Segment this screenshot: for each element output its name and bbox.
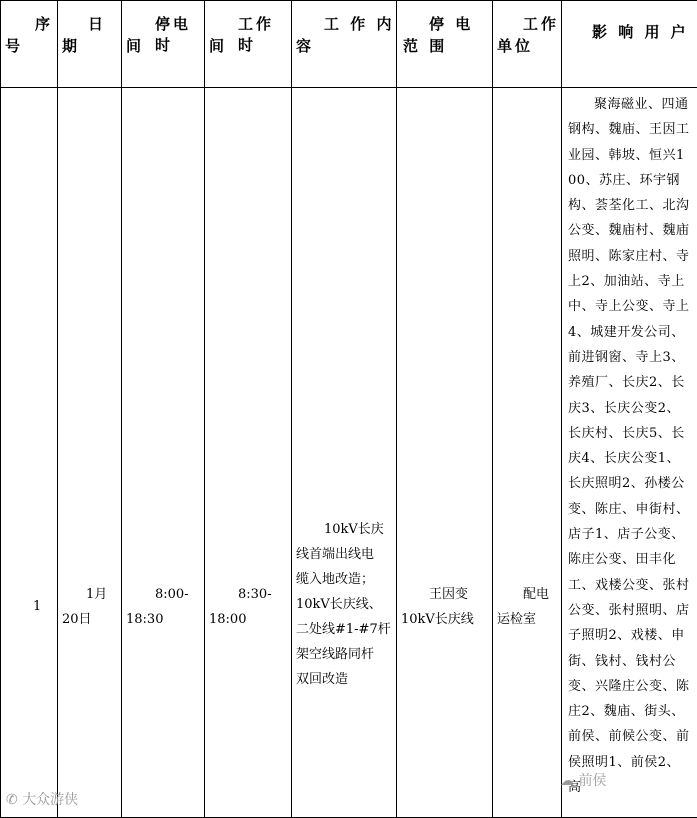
header-unit: 工作 单位 — [493, 1, 562, 88]
cell-users — [562, 88, 697, 818]
header-area: 停 电 范 围 — [397, 1, 493, 88]
header-users: 影 响 用 户 — [562, 1, 697, 88]
header-seq: 序 号 — [1, 1, 58, 88]
header-outage-time: 停电时 间 — [122, 1, 205, 88]
header-work-time: 工作时 间 — [205, 1, 292, 88]
cell-outage-time: 8:00- 18:30 — [122, 88, 205, 818]
weibo-icon: ✆ — [6, 792, 18, 808]
cell-date: 1月 20日 — [58, 88, 122, 818]
table-row — [1, 88, 697, 818]
cell-area: 王因变 10kV长庆线 — [397, 88, 493, 818]
wechat-icon: ☁ — [560, 773, 574, 789]
header-content: 工 作 内 容 — [292, 1, 397, 88]
affected-users-list: 聚海磁业、四通钢构、魏庙、王因工业园、韩坡、恒兴100、苏庄、环宇钢构、荟荃化工、北沟公变、魏庙村、魏庙照明、陈家庄村、寺上2、加油站、寺上中、寺上公变、寺上4、城建开发公司、前进钢窗、寺上3、养殖厂、长庆2、长庆3、长庆公变2、长庆村、长庆5、长庆4、长庆公变1、长庆照明2、孙楼公变、陈庄、申街村、店子1、店子公变、陈庄公变、田丰化工、戏楼公变、张村公变、张村照明、店子照明2、戏楼、申街、钱村、钱村公变、兴隆庄公变、陈庄2、魏庙、街头、前侯、前候公变、前侯照明1、前侯2、高 — [568, 92, 691, 800]
header-row — [1, 1, 697, 88]
watermark-logo-right: ☁ 前侯 — [560, 770, 606, 790]
watermark-logo-left: ✆ 大众游侠 — [6, 789, 78, 809]
cell-content: 10kV长庆 线首端出线电 缆入地改造； 10kV长庆线、 二处线#1-#7杆 架空线路同杆 双回改造 — [292, 88, 397, 818]
header-date: 日 期 — [58, 1, 122, 88]
cell-seq: 1 — [1, 88, 58, 818]
cell-unit: 配电 运检室 — [493, 88, 562, 818]
cell-work-time: 8:30- 18:00 — [205, 88, 292, 818]
